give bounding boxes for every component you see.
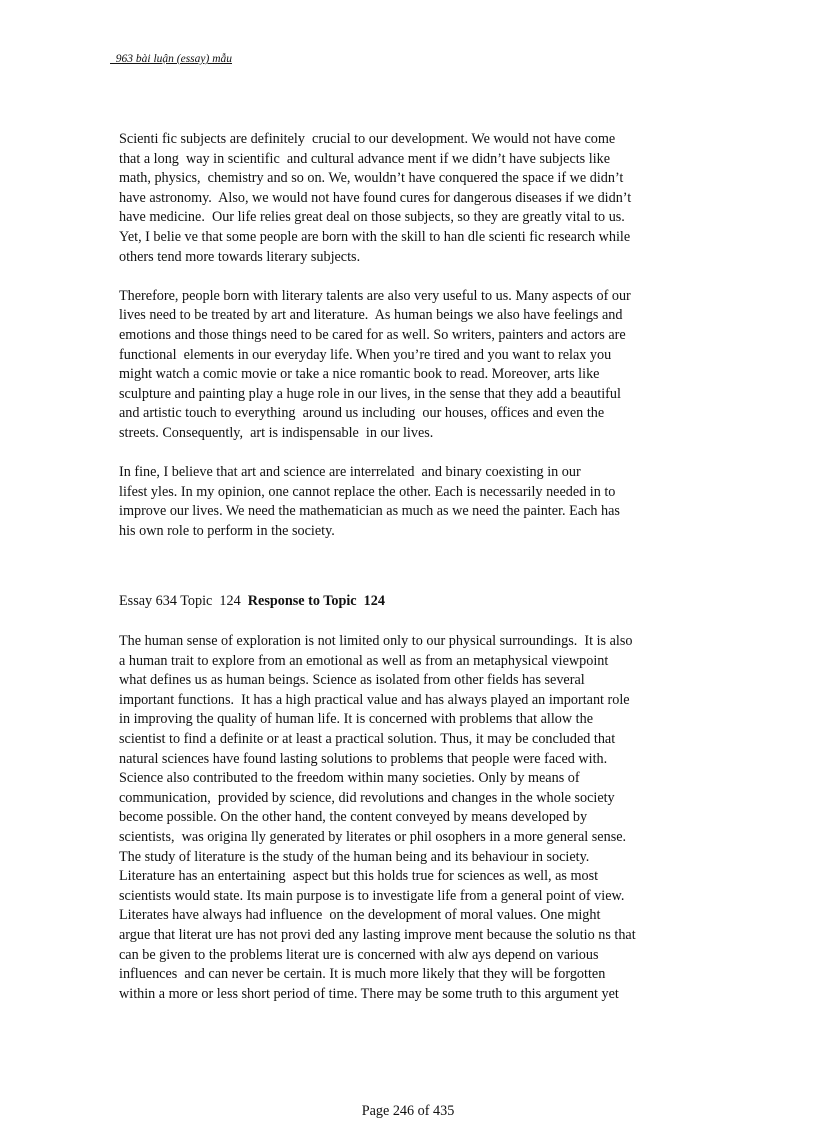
text-line: streets. Consequently, art is indispensable in our lives. [119,424,434,441]
text-line: sculpture and painting play a huge role in our lives, in the sense that they add a beautiful [119,385,621,402]
essay-heading-prefix: Essay 634 Topic 124 [119,593,248,610]
page-number-footer: Page 246 of 435 [361,1103,455,1119]
text-line: Therefore, people born with literary talents are also very useful to us. Many aspects of our [119,287,631,304]
text-line: communication, provided by science, did revolutions and changes in the whole society [119,789,615,806]
paragraph-2 [119,287,704,444]
text-line: in improving the quality of human life. It is concerned with problems that allow the [119,711,593,728]
essay-heading-title: Response to Topic 124 [247,593,385,610]
text-line: The study of literature is the study of the human being and its behaviour in society. [119,848,590,865]
text-line: scientists would state. Its main purpose is to investigate life from a general point of view. [119,887,625,904]
text-line: his own role to perform in the society. [119,522,335,539]
text-line: natural sciences have found lasting solutions to problems that people were faced with. [119,750,608,767]
text-line: math, physics, chemistry and so on. We, wouldn’t have conquered the space if we didn’t [119,170,624,187]
text-line: In fine, I believe that art and science are interrelated and binary coexisting in our [119,464,581,481]
text-line: what defines us as human beings. Science as isolated from other fields has several [119,672,585,689]
text-line: Literates have always had influence on the development of moral values. One might [119,907,601,924]
paragraph-1 [119,130,704,267]
text-line: can be given to the problems literat ure is concerned with alw ays depend on various [119,946,599,963]
text-line: influences and can never be certain. It is much more likely that they will be forgotten [119,966,606,983]
text-line: that a long way in scientific and cultural advance ment if we didn’t have subjects like [119,150,611,167]
text-line: The human sense of exploration is not limited only to our physical surroundings. It is also [119,633,633,650]
text-line: improve our lives. We need the mathematician as much as we need the painter. Each has [119,503,620,520]
text-line: have astronomy. Also, we would not have found cures for dangerous diseases if we didn’t [119,189,632,206]
paragraph-3 [119,463,704,541]
text-line: within a more or less short period of time. There may be some truth to this argument yet [119,985,619,1002]
text-line: Science also contributed to the freedom within many societies. Only by means of [119,770,580,787]
text-line: important functions. It has a high practical value and has always played an important role [119,691,630,708]
text-line: become possible. On the other hand, the content conveyed by means developed by [119,809,588,826]
text-line: Scienti fic subjects are definitely crucial to our development. We would not have come [119,131,616,147]
text-line: argue that literat ure has not provi ded any lasting improve ment because the solutio ns that [119,926,636,943]
text-line: and artistic touch to everything around us including our houses, offices and even the [119,405,605,422]
text-line: scientists, was origina lly generated by literates or phil osophers in a more general sense. [119,829,627,845]
text-line: Yet, I belie ve that some people are born with the skill to han dle scienti fic research while [119,228,631,245]
text-line: Literature has an entertaining aspect but this holds true for sciences as well, as most [119,868,599,885]
text-line: a human trait to explore from an emotional as well as from an metaphysical viewpoint [119,652,609,669]
essay-heading [119,592,704,612]
essay-paragraph [119,632,704,1004]
text-line: lifest yles. In my opinion, one cannot replace the other. Each is necessarily needed in to [119,483,616,500]
text-line: scientist to find a definite or at least a practical solution. Thus, it may be concluded that [119,731,616,748]
text-line: others tend more towards literary subjects. [119,248,361,265]
document-header: 963 bài luận (essay) mẫu [110,53,233,65]
document-body [119,130,704,1004]
text-line: emotions and those things need to be cared for as well. So writers, painters and actors are [119,326,626,343]
text-line: might watch a comic movie or take a nice romantic book to read. Moreover, arts like [119,366,600,383]
text-line: lives need to be treated by art and literature. As human beings we also have feelings and [119,307,623,324]
text-line: functional elements in our everyday life. When you’re tired and you want to relax you [119,346,612,363]
text-line: have medicine. Our life relies great deal on those subjects, so they are greatly vital to us. [119,209,625,226]
